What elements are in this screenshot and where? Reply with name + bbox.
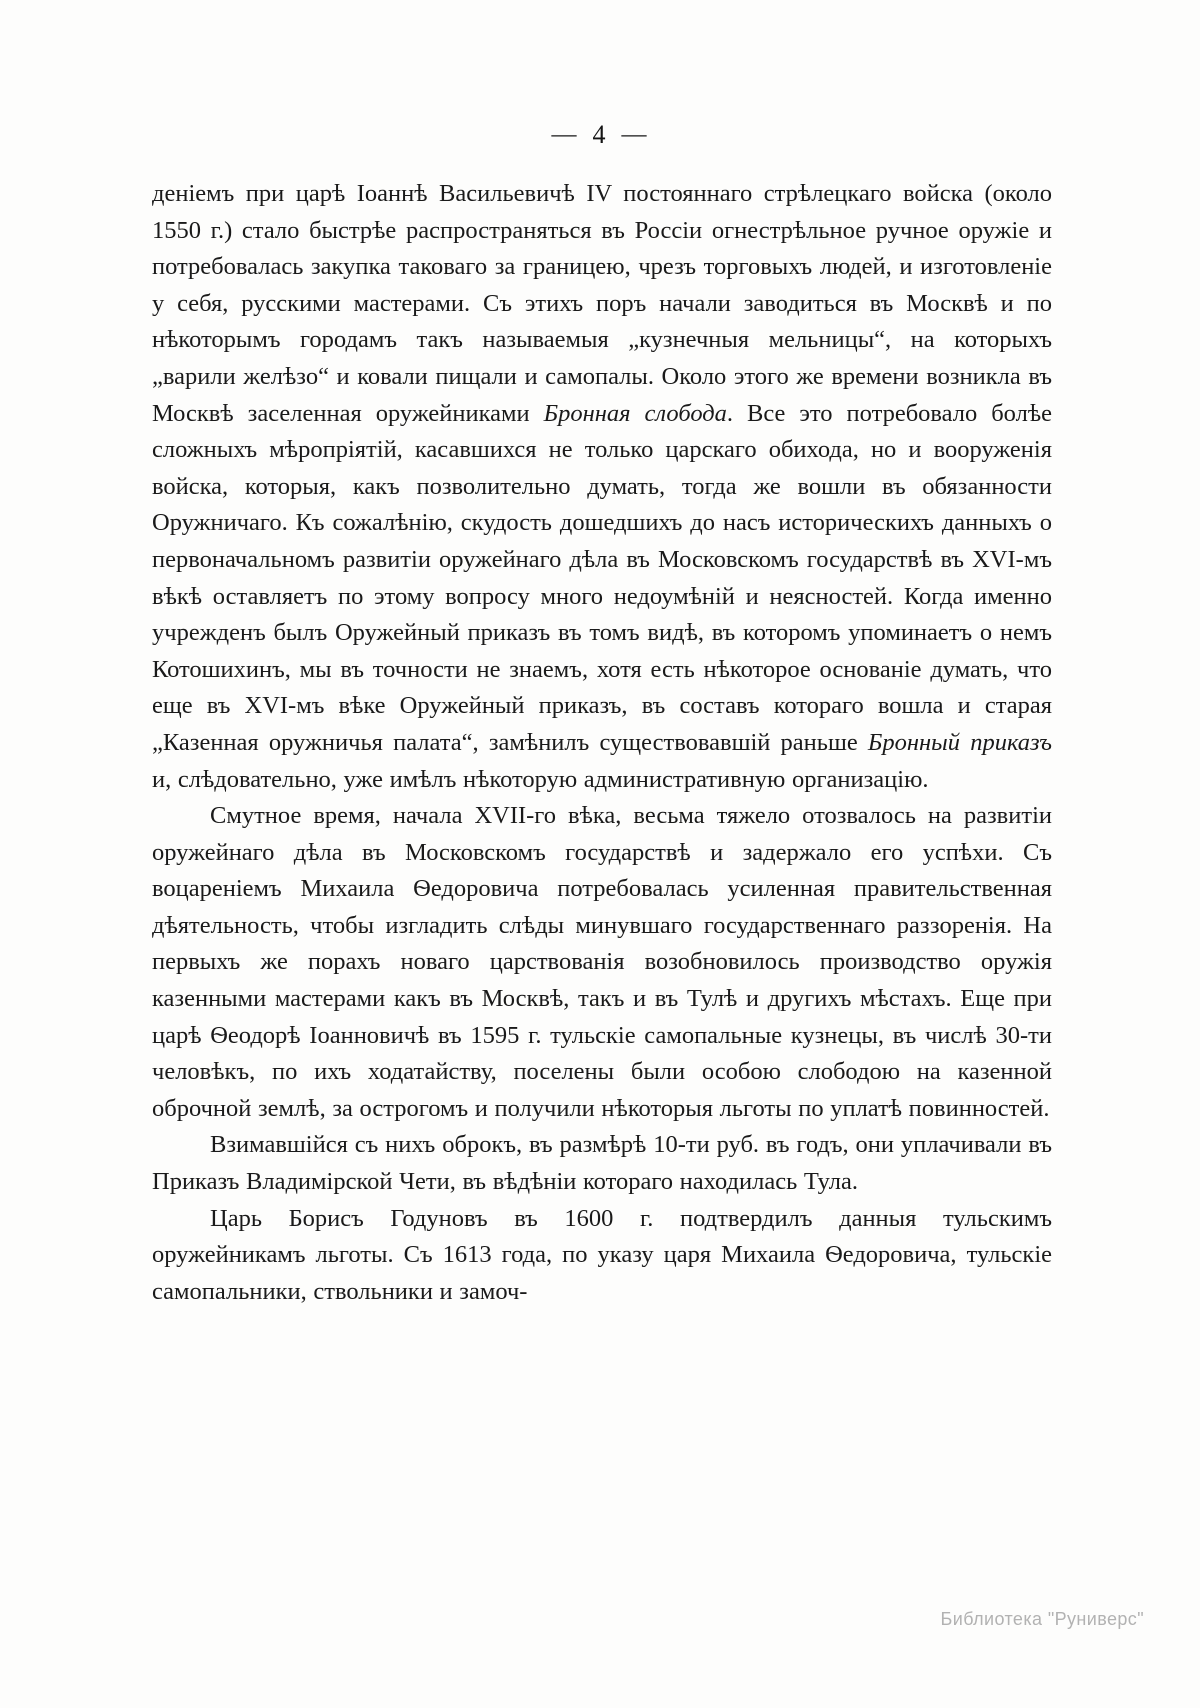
text-run: Взимавшійся съ нихъ оброкъ, въ размѣрѣ 10-ти руб. въ годъ, они уплачивали въ Приказъ Владимірской Чети, въ вѣдѣніи котораго находилась Тула.	[152, 1131, 1052, 1196]
paragraph	[152, 1201, 1052, 1311]
text-run: Царь Борисъ Годуновъ въ 1600 г. подтвердилъ данныя тульскимъ оружейникамъ льготы. Съ 1613 года, по указу царя Михаила Ѳедоровича, тульскіе самопальники, ствольники и замоч-	[152, 1204, 1052, 1305]
page-number: 4	[592, 120, 608, 150]
paragraph	[152, 1127, 1052, 1200]
text-run: Смутное время, начала XVII-го вѣка, весьма тяжело отозвалось на развитіи оружейнаго дѣла въ Московскомъ государствѣ и задержало его успѣхи. Съ воцареніемъ Михаила Ѳедоровича потребовалась усиленная правительственная дѣятельность, чтобы изгладить слѣды минувшаго государственнаго раззоренія. На первыхъ же порахъ новаго царствованія возобновилось производство оружія казенными мастерами какъ въ Москвѣ, такъ и въ Тулѣ и другихъ мѣстахъ. Еще при царѣ Ѳеодорѣ Іоанновичѣ въ 1595 г. тульскіе самопальные кузнецы, въ числѣ 30-ти человѣкъ, по ихъ ходатайству, поселены были особою слободою на казенной оброчной землѣ, за острогомъ и получили нѣкоторыя льготы по уплатѣ повинностей.	[152, 802, 1052, 1122]
text-run: . Все это потребовало болѣе сложныхъ мѣропріятій, касавшихся не только царскаго обихода, но и вооруженія войска, которыя, какъ позволительно думать, тогда же вошли въ обязанности Оружничаго. Къ сожалѣнію, скудость дошедшихъ до насъ историческихъ данныхъ о первоначальномъ развитіи оружейнаго дѣла въ Московскомъ государствѣ въ XVI-мъ вѣкѣ оставляетъ по этому вопросу много недоумѣній и неясностей. Когда именно учрежденъ былъ Оружейный приказъ въ томъ видѣ, въ которомъ упоминаетъ о немъ Котошихинъ, мы въ точности не знаемъ, хотя есть нѣкоторое основаніе думать, что еще въ XVI-мъ вѣке Оружейный приказъ, въ составъ котораго вошла и старая „Казенная оружничья палата“, замѣнилъ существовавшій раньше	[152, 399, 1053, 756]
italic-term: Бронная слобода	[543, 399, 727, 427]
library-watermark: Библиотека "Руниверс"	[940, 1609, 1144, 1629]
italic-term: Бронный приказъ	[867, 728, 1053, 756]
text-run: и, слѣдовательно, уже имѣлъ нѣкоторую административную организацію.	[152, 765, 929, 793]
page-number-dash-right: —	[621, 121, 649, 149]
paragraph	[152, 176, 1052, 798]
page-body-text	[152, 176, 1052, 1310]
text-run: деніемъ при царѣ Іоаннѣ Васильевичѣ IV постояннаго стрѣлецкаго войска (около 1550 г.) стало быстрѣе распространяться въ Россіи огнестрѣльное ручное оружіе и потребовалась закупка таковаго за границею, чрезъ торговыхъ людей, и изготовленіе у себя, русскими мастерами. Съ этихъ поръ начали заводиться въ Москвѣ и по нѣкоторымъ городамъ такъ называемыя „кузнечныя мельницы“, на которыхъ „варили желѣзо“ и ковали пищали и самопалы. Около этого же времени возникла въ Москвѣ заселенная оружейниками	[152, 180, 1052, 427]
page-header	[0, 120, 1200, 150]
page-number-dash-left: —	[551, 121, 579, 149]
paragraph	[152, 798, 1052, 1127]
